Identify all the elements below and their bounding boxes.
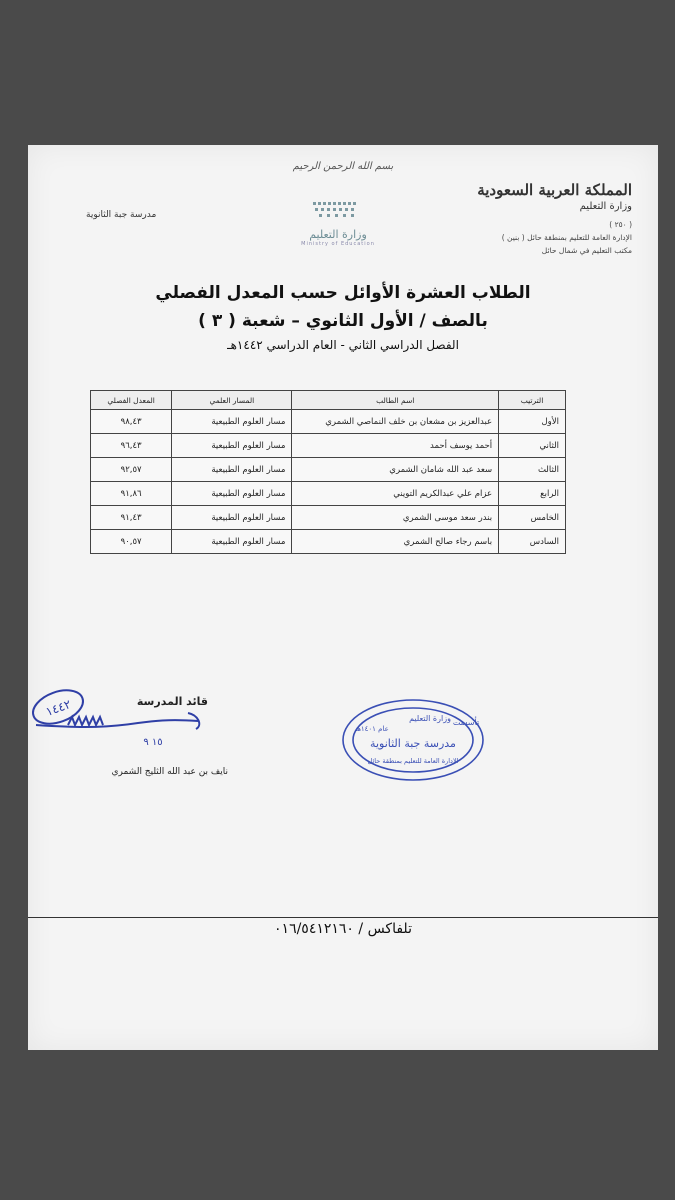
logo-subtext: Ministry of Education: [301, 241, 375, 247]
title-line-3: الفصل الدراسي الثاني - العام الدراسي ١٤٤٢هـ: [227, 338, 459, 352]
cell-rank: الرابع: [499, 482, 566, 506]
footer-fax: تلفاكس / ٠١٦/٥٤١٢١٦٠: [274, 921, 412, 937]
signature-date: ١٥ ٩: [143, 737, 163, 748]
results-table: [90, 390, 566, 554]
directorate-code: ( ٢٥٠ ): [609, 220, 632, 229]
school-stamp: [338, 695, 488, 785]
header-rank: الترتيب: [499, 391, 566, 410]
ministry-logo-icon: [303, 200, 373, 222]
title-line-1: الطلاب العشرة الأوائل حسب المعدل الفصلي: [155, 283, 531, 303]
cell-track: مسار العلوم الطبيعية: [172, 434, 292, 458]
principal-title: قائد المدرسة: [136, 695, 208, 708]
cell-average: ٩٠,٥٧: [91, 530, 172, 554]
cell-track: مسار العلوم الطبيعية: [172, 506, 292, 530]
cell-rank: الثاني: [499, 434, 566, 458]
table-row: [91, 530, 566, 554]
basmala: بسم الله الرحمن الرحيم: [292, 161, 394, 172]
cell-name: باسم رجاء صالح الشمري: [292, 530, 499, 554]
table-row: [91, 506, 566, 530]
stamp-founded: تأسست: [452, 718, 480, 727]
table-header-row: [91, 391, 566, 410]
header-average: المعدل الفصلي: [91, 391, 172, 410]
cell-average: ٩١,٨٦: [91, 482, 172, 506]
cell-rank: السادس: [499, 530, 566, 554]
table-row: [91, 434, 566, 458]
cell-track: مسار العلوم الطبيعية: [172, 482, 292, 506]
title-line-2: بالصف / الأول الثانوي – شعبة ( ٣ ): [198, 311, 488, 331]
stamp-ministry: وزارة التعليم: [409, 714, 451, 723]
office-name: مكتب التعليم في شمال حائل: [541, 246, 632, 255]
kingdom-title: المملكة العربية السعودية: [477, 181, 632, 199]
stamp-authority: الإدارة العامة للتعليم بمنطقة حائل: [367, 757, 459, 765]
table-row: [91, 458, 566, 482]
cell-track: مسار العلوم الطبيعية: [172, 530, 292, 554]
stamp-year: عام ١٤٠١هـ: [355, 725, 389, 733]
ministry-name: وزارة التعليم: [579, 201, 632, 212]
header-track: المسار العلمي: [172, 391, 292, 410]
cell-name: بندر سعد موسى الشمري: [292, 506, 499, 530]
cell-track: مسار العلوم الطبيعية: [172, 458, 292, 482]
principal-signature: [28, 685, 228, 765]
principal-name: نايف بن عبد الله الثليج الشمري: [111, 767, 228, 777]
cell-rank: الأول: [499, 410, 566, 434]
header-name: اسم الطالب: [292, 391, 499, 410]
cell-name: عزام علي عبدالكريم التويني: [292, 482, 499, 506]
cell-name: سعد عبد الله شامان الشمري: [292, 458, 499, 482]
cell-rank: الثالث: [499, 458, 566, 482]
ministry-logo: [283, 200, 393, 247]
table-row: [91, 482, 566, 506]
school-name-left: مدرسة جبة الثانوية: [86, 210, 157, 220]
footer-divider: [28, 917, 658, 918]
table-row: [91, 410, 566, 434]
cell-average: ٩٦,٤٣: [91, 434, 172, 458]
signature-year: ١٤٤٢: [43, 696, 73, 719]
letterhead-right: [422, 181, 632, 257]
logo-text: وزارة التعليم: [309, 228, 367, 241]
document-page: [28, 145, 658, 1050]
cell-rank: الخامس: [499, 506, 566, 530]
cell-track: مسار العلوم الطبيعية: [172, 410, 292, 434]
directorate-name: الإدارة العامة للتعليم بمنطقة حائل ( بنين ): [501, 233, 632, 242]
stamp-school: مدرسة جبة الثانوية: [370, 737, 456, 750]
document-titles: [28, 283, 658, 352]
cell-average: ٩١,٤٣: [91, 506, 172, 530]
cell-average: ٩٢,٥٧: [91, 458, 172, 482]
cell-name: أحمد يوسف أحمد: [292, 434, 499, 458]
cell-average: ٩٨,٤٣: [91, 410, 172, 434]
cell-name: عبدالعزيز بن مشعان بن خلف النماصي الشمري: [292, 410, 499, 434]
